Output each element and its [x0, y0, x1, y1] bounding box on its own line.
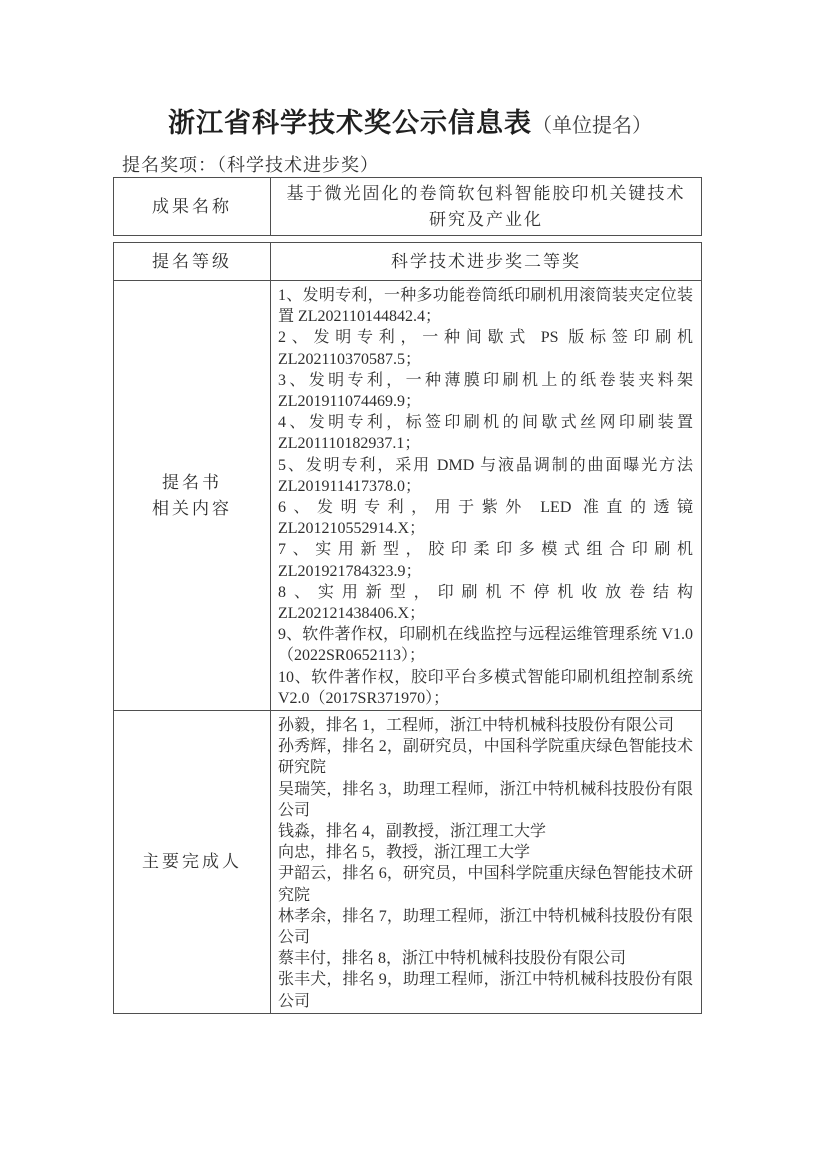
contributor-item: 孙毅，排名 1，工程师，浙江中特机械科技股份有限公司	[278, 717, 675, 734]
contributor-item: 吴瑞笑，排名 3，助理工程师，浙江中特机械科技股份有限公司	[278, 780, 693, 819]
nomination-content-label	[114, 281, 271, 710]
nomination-item: 3、发明专利，一种薄膜印刷机上的纸卷装夹料架 ZL201911074469.9；	[278, 371, 693, 411]
nomination-item: 4、发明专利，标签印刷机的间歇式丝网印刷装置 ZL201110182937.1；	[278, 414, 693, 453]
page-title	[0, 101, 820, 140]
page-title-paren: （单位提名）	[532, 115, 652, 137]
nomination-item: 2、发明专利，一种间歇式 PS 版标签印刷机 ZL202110370587.5；	[278, 329, 693, 368]
nomination-item: 9、软件著作权，印刷机在线监控与远程运维管理系统 V1.0（2022SR0652113）；	[278, 626, 693, 665]
award-type-line: 提名奖项：（科学技术进步奖）	[122, 155, 379, 175]
nomination-item: 5、发明专利，采用 DMD 与液晶调制的曲面曝光方法 ZL201911417378.0；	[278, 456, 693, 495]
result-name-value: 基于微光固化的卷筒软包料智能胶印机关键技术研究及产业化	[286, 183, 686, 229]
nomination-item: 6、发明专利，用于紫外 LED 准直的透镜 ZL201210552914.X；	[278, 499, 693, 538]
result-name-label: 成果名称	[114, 178, 271, 235]
nomination-content-row	[114, 280, 701, 710]
contributor-item: 林孝余，排名 7，助理工程师，浙江中特机械科技股份有限公司	[278, 907, 693, 947]
nomination-items	[271, 281, 701, 710]
nomination-item: 10、软件著作权，胶印平台多模式智能印刷机组控制系统 V2.0（2017SR371970）；	[278, 668, 693, 707]
result-name-table	[113, 177, 702, 236]
contributor-item: 孙秀辉，排名 2，副研究员，中国科学院重庆绿色智能技术研究院	[278, 738, 693, 777]
contributor-item: 尹韶云，排名 6，研究员，中国科学院重庆绿色智能技术研究院	[278, 865, 693, 904]
contributor-item: 张丰犬，排名 9，助理工程师，浙江中特机械科技股份有限公司	[278, 971, 693, 1010]
page-title-main: 浙江省科学技术奖公示信息表	[168, 108, 532, 138]
grade-label: 提名等级	[114, 243, 271, 280]
contributor-item: 向忠，排名 5，教授，浙江理工大学	[278, 844, 531, 862]
nomination-item: 8、实用新型，印刷机不停机收放卷结构 ZL202121438406.X；	[278, 583, 693, 623]
contributor-item: 蔡丰付，排名 8，浙江中特机械科技股份有限公司	[278, 950, 627, 968]
nomination-label-line1: 提名书	[162, 472, 222, 492]
contributor-item: 钱淼，排名 4，副教授，浙江理工大学	[278, 823, 547, 841]
nomination-label-line2: 相关内容	[152, 498, 232, 518]
nomination-item: 1、发明专利，一种多功能卷筒纸印刷机用滚筒装夹定位装置 ZL202110144842.4；	[278, 287, 693, 326]
contributors-row	[114, 710, 701, 1013]
contributors-list	[271, 711, 701, 1013]
grade-row	[114, 243, 701, 280]
contributors-label: 主要完成人	[114, 711, 271, 1013]
nomination-item: 7、实用新型，胶印柔印多模式组合印刷机 ZL201921784323.9；	[278, 541, 693, 580]
grade-value: 科学技术进步奖二等奖	[391, 251, 581, 271]
info-table	[113, 242, 702, 1014]
